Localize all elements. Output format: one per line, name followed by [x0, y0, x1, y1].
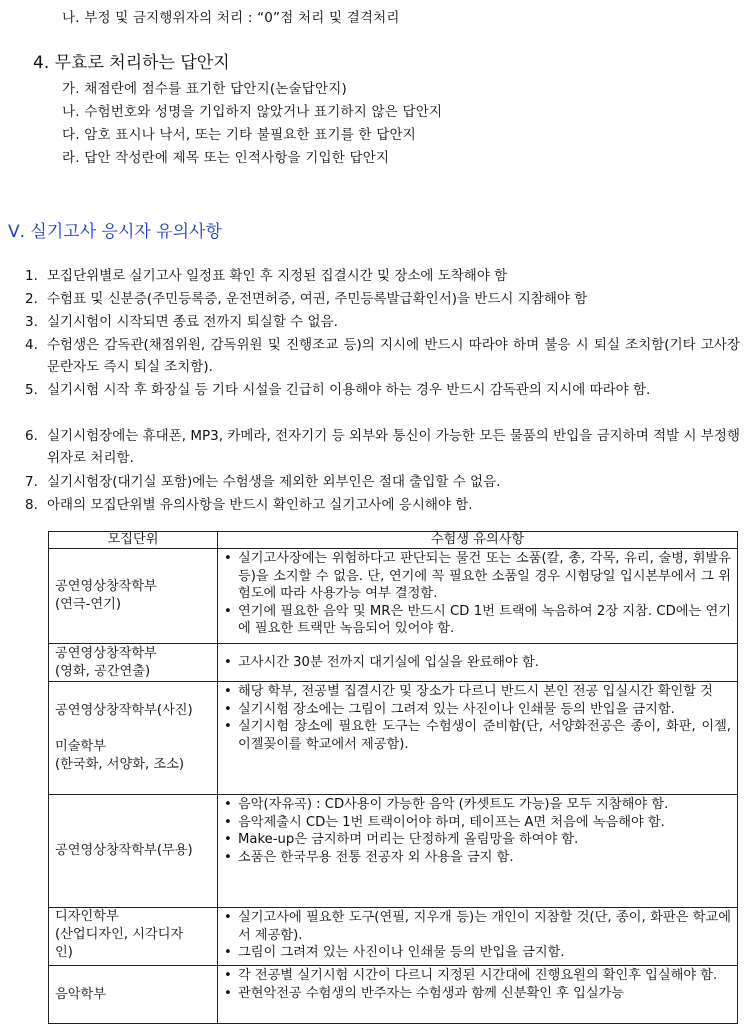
section4-item: 나. 수험번호와 성명을 기입하지 않았거나 표기하지 않은 답안지	[62, 104, 443, 120]
unit-cell: 디자인학부 (산업디자인, 시각디자 인)	[49, 908, 218, 966]
notes-cell: • 실기고사장에는 위험하다고 판단되는 물건 또는 소품(칼, 총, 각목, 유리, 술병, 휘발유 등)을 소지할 수 없음. 단, 연기에 꼭 필요한 소품일 경우 시험당일 입시본부에서 그 위험도에 따라 사용가능 여부 결정함. • 연기에 필요한 음악 및 MR은 반드시 CD 1번 트랙에 녹음하여 2장 지참. CD에는 연기에 필요한 트랙만 녹음되어 있어야 함.	[218, 549, 738, 644]
list-item: 5. 실기시험 시작 후 화장실 등 기타 시설을 긴급히 이용해야 하는 경우 반드시 감독관의 지시에 따라야 함.	[25, 382, 651, 398]
section4-item: 라. 답안 작성란에 제목 또는 인적사항을 기입한 답안지	[62, 150, 390, 166]
list-item: 2. 수험표 및 신분증(주민등록증, 운전면허증, 여권, 주민등록발급확인서)을 반드시 지참해야 함	[25, 291, 588, 307]
table-row	[49, 644, 738, 682]
section4-item: 다. 암호 표시나 낙서, 또는 기타 불필요한 표기를 한 답안지	[62, 127, 416, 143]
section5-title: Ⅴ. 실기고사 응시자 유의사항	[8, 222, 222, 242]
section4-item: 가. 채점란에 점수를 표기한 답안지(논술답안지)	[62, 81, 347, 97]
notes-cell: • 고사시간 30분 전까지 대기실에 입실을 완료해야 함.	[218, 644, 738, 682]
list-item: 7. 실기시험장(대기실 포함)에는 수험생을 제외한 외부인은 절대 출입할 수 없음.	[25, 474, 501, 490]
notes-cell: • 각 전공별 실기시험 시간이 다르니 지정된 시간대에 진행요원의 확인후 입실해야 함. • 관현악전공 수험생의 반주자는 수험생과 함께 신분확인 후 입실가능	[218, 966, 738, 1024]
header-unit: 모집단위	[49, 532, 218, 549]
unit-cell: 공연영상창작학부(사진) 미술학부 (한국화, 서양화, 조소)	[49, 682, 218, 795]
unit-cell: 공연영상창작학부(무용)	[49, 795, 218, 908]
table-row	[49, 795, 738, 908]
section4-title: 4. 무효로 처리하는 답안지	[33, 53, 230, 73]
unit-cell: 공연영상창작학부 (영화, 공간연출)	[49, 644, 218, 682]
notes-table	[48, 531, 738, 1024]
unit-cell: 공연영상창작학부 (연극-연기)	[49, 549, 218, 644]
unit-cell: 음악학부	[49, 966, 218, 1024]
header-notes: 수험생 유의사항	[218, 532, 738, 549]
table-row	[49, 908, 738, 966]
list-item: 8. 아래의 모집단위별 유의사항을 반드시 확인하고 실기고사에 응시해야 함.	[25, 497, 473, 513]
notes-cell: • 음악(자유곡) : CD사용이 가능한 음악 (카셋트도 가능)을 모두 지참해야 함. • 음악제출시 CD는 1번 트랙이어야 하며, 테이프는 A면 처음에 녹음해야 함. • Make-up은 금지하며 머리는 단정하게 올림망을 하여야 함. • 소품은 한국무용 전통 전공자 외 사용을 금지 함.	[218, 795, 738, 908]
table-row	[49, 966, 738, 1024]
list-item: 6. 실기시험장에는 휴대폰, MP3, 카메라, 전자기기 등 외부와 통신이 가능한 모든 물품의 반입을 금지하며 적발 시 부정행위자로 처리함.	[25, 428, 740, 466]
list-item: 4. 수험생은 감독관(채점위원, 감독위원 및 진행조교 등)의 지시에 반드시 따라야 하며 불응 시 퇴실 조치함(기타 고사장 문란자도 즉시 퇴실 조치함).	[25, 337, 740, 375]
list-item: 3. 실기시험이 시작되면 종료 전까지 퇴실할 수 없음.	[25, 314, 338, 330]
list-item: 1. 모집단위별로 실기고사 일정표 확인 후 지정된 집결시간 및 장소에 도착해야 함	[25, 268, 508, 284]
penalty-line: 나. 부정 및 금지행위자의 처리 : “0”점 처리 및 결격처리	[62, 10, 400, 26]
table-row	[49, 549, 738, 644]
notes-cell: • 해당 학부, 전공별 집결시간 및 장소가 다르니 반드시 본인 전공 입실시간 확인할 것 • 실기시험 장소에는 그림이 그려져 있는 사진이나 인쇄물 등의 반입을 금지함. • 실기시험 장소에 필요한 도구는 수험생이 준비함(단, 서양화전공은 종이, 화판, 이젤, 이젤꽂이를 학교에서 제공함).	[218, 682, 738, 795]
notes-cell: • 실기고사에 필요한 도구(연필, 지우개 등)는 개인이 지참할 것(단, 종이, 화판은 학교에서 제공함). • 그림이 그려져 있는 사진이나 인쇄물 등의 반입을 금지함.	[218, 908, 738, 966]
table-header-row	[49, 532, 738, 549]
table-row	[49, 682, 738, 795]
